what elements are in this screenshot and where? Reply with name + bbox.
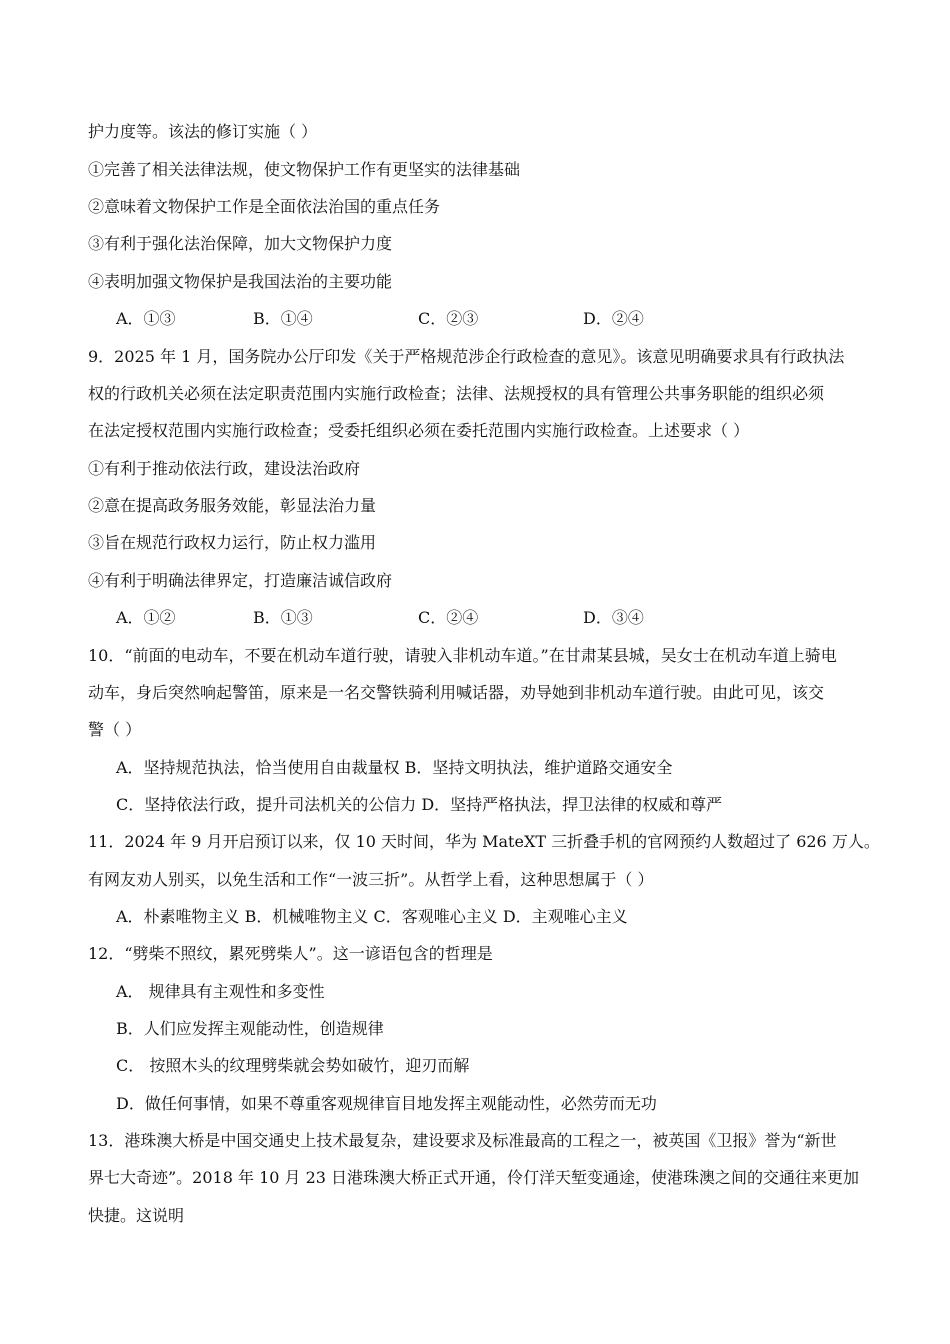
q8-item-4: ④表明加强文物保护是我国法治的主要功能 — [88, 272, 393, 291]
q9-item-1: ①有利于推动依法行政，建设法治政府 — [88, 459, 361, 478]
q8-option-d: D．②④ — [583, 309, 644, 328]
q9-item-2: ②意在提高政务服务效能，彰显法治力量 — [88, 496, 377, 515]
q10-stem-line-3: 警（ ） — [88, 720, 142, 739]
q10-options-row-1: A．坚持规范执法，恰当使用自由裁量权 B．坚持文明执法，维护道路交通安全 — [116, 758, 673, 777]
q13-stem-line-1: 13．港珠澳大桥是中国交通史上技术最复杂，建设要求及标准最高的工程之一，被英国《卫报》誉为“新世 — [88, 1131, 837, 1150]
q8-option-c: C．②③ — [418, 309, 479, 328]
q10-stem-line-2: 动车，身后突然响起警笛，原来是一名交警铁骑利用喊话器，劝导她到非机动车道行驶。由此可见，该交 — [88, 683, 825, 702]
q11-stem-line-2: 有网友劝人别买，以免生活和工作“一波三折”。从哲学上看，这种思想属于（ ） — [88, 870, 654, 889]
q8-option-a: A．①③ — [116, 309, 176, 328]
q8-item-2: ②意味着文物保护工作是全面依法治国的重点任务 — [88, 197, 441, 216]
q10-stem-line-1: 10．“前面的电动车，不要在机动车道行驶，请驶入非机动车道。”在甘肃某县城，吴女士在机动车道上骑电 — [88, 646, 837, 665]
q9-option-a: A．①② — [116, 608, 176, 627]
q9-item-4: ④有利于明确法律界定，打造廉洁诚信政府 — [88, 571, 393, 590]
q9-option-b: B．①③ — [253, 608, 313, 627]
q13-stem-line-2: 界七大奇迹”。2018 年 10 月 23 日港珠澳大桥正式开通，伶仃洋天堑变通途，使港珠澳之间的交通往来更加 — [88, 1168, 860, 1187]
q8-option-b: B．①④ — [253, 309, 313, 328]
q8-item-1: ①完善了相关法律法规，使文物保护工作有更坚实的法律基础 — [88, 160, 521, 179]
q12-option-b: B．人们应发挥主观能动性，创造规律 — [116, 1019, 384, 1038]
q9-option-d: D．③④ — [583, 608, 644, 627]
q11-options-row: A．朴素唯物主义 B．机械唯物主义 C．客观唯心主义 D．主观唯心主义 — [116, 907, 628, 926]
q9-item-3: ③旨在规范行政权力运行，防止权力滥用 — [88, 533, 377, 552]
q12-stem: 12．“劈柴不照纹，累死劈柴人”。这一谚语包含的哲理是 — [88, 944, 493, 963]
q12-option-c: C． 按照木头的纹理劈柴就会势如破竹，迎刃而解 — [116, 1056, 470, 1075]
q9-option-c: C．②④ — [418, 608, 479, 627]
q8-item-3: ③有利于强化法治保障，加大文物保护力度 — [88, 234, 393, 253]
q10-options-row-2: C．坚持依法行政，提升司法机关的公信力 D．坚持严格执法，捍卫法律的权威和尊严 — [116, 795, 723, 814]
q12-option-a: A． 规律具有主观性和多变性 — [116, 982, 325, 1001]
q9-stem-line-3: 在法定授权范围内实施行政检查；受委托组织必须在委托范围内实施行政检查。上述要求（ ） — [88, 421, 750, 440]
q9-stem-line-1: 9．2025 年 1 月，国务院办公厅印发《关于严格规范涉企行政检查的意见》。该意见明确要求具有行政执法 — [88, 347, 845, 366]
q12-option-d: D．做任何事情，如果不尊重客观规律盲目地发挥主观能动性，必然劳而无功 — [116, 1094, 657, 1113]
q11-stem-line-1: 11．2024 年 9 月开启预订以来，仅 10 天时间，华为 MateXT 三折叠手机的官网预约人数超过了 626 万人。 — [88, 832, 880, 851]
q8-stem-tail: 护力度等。该法的修订实施（ ） — [88, 122, 318, 141]
q13-stem-line-3: 快捷。这说明 — [88, 1206, 185, 1225]
q9-stem-line-2: 权的行政机关必须在法定职责范围内实施行政检查；法律、法规授权的具有管理公共事务职能的组织必须 — [88, 384, 825, 403]
